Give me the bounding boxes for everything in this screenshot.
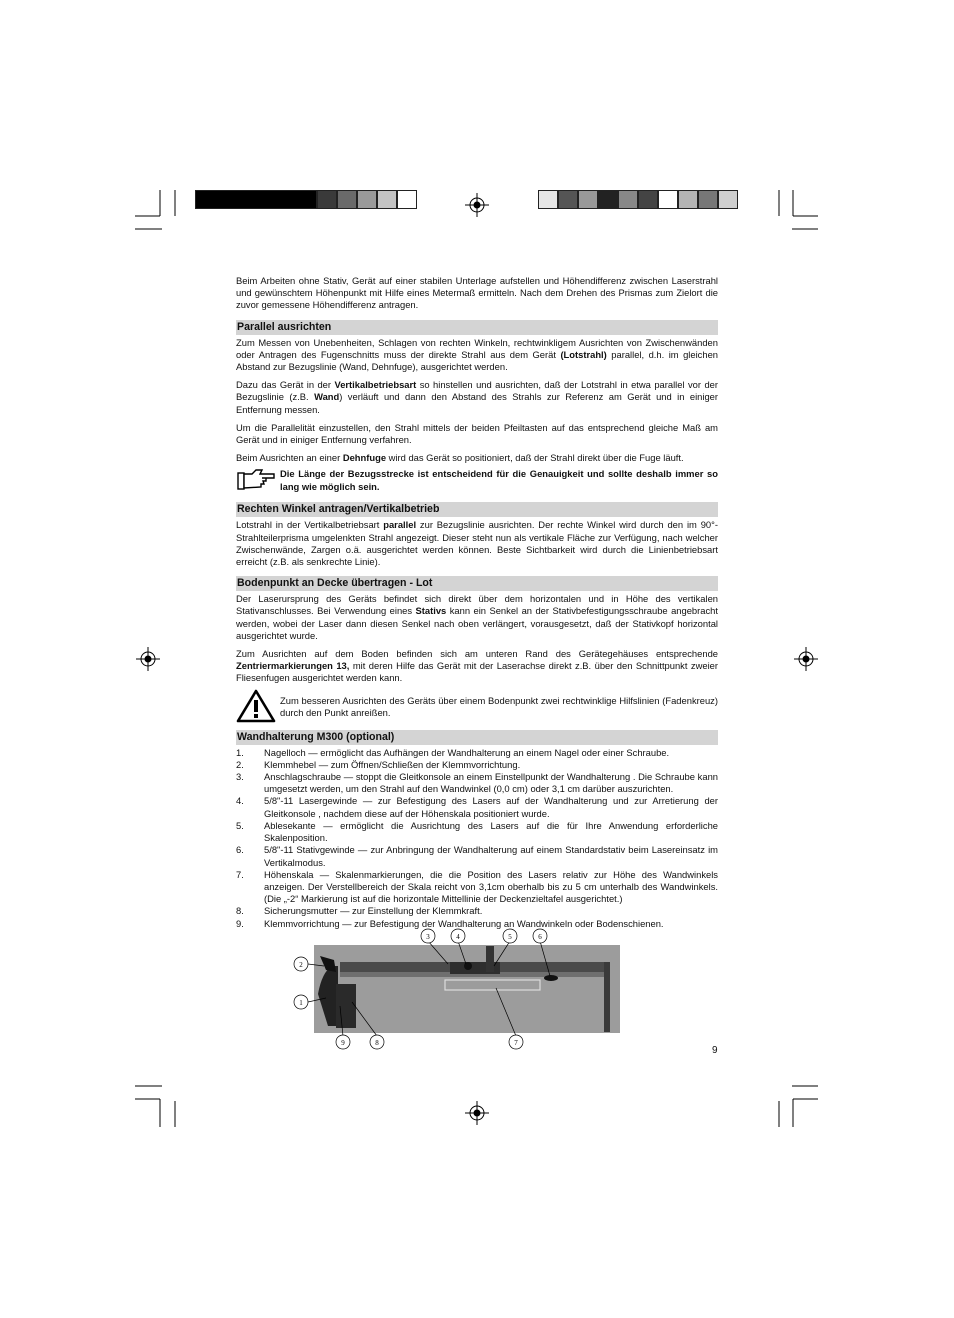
boden-paragraph-1: Der Laserursprung des Geräts befindet sich direkt über dem horizontalen und in Höhe des vertikalen Stativanschlusses. Bei Verwendung eines Stativs kann ein Senkel an der Stativbefestigungsschraube angebracht werden, wobei der Laser dann diesen Senkel nach oben verlängert, vorausgesetzt, daß der Stativkopf horizontal ausgerichtet wurde. [236, 593, 718, 641]
list-item: 2. Klemmhebel — zum Öffnen/Schließen der Klemmvorrichtung. [236, 758, 521, 770]
wall-mount-figure [290, 926, 630, 1051]
pointing-hand-icon [236, 468, 280, 494]
list-item: 8. Sicherungsmutter — zur Einstellung der Klemmkraft. [236, 905, 483, 917]
callout-3: 3 [426, 933, 430, 941]
intro-paragraph: Beim Arbeiten ohne Stativ, Gerät auf einer stabilen Unterlage aufstellen und Höhendifferenz zwischen Laserstrahl und gewünschtem Höhenpunkt mit Hilfe eines Metermaß ermitteln. Nach dem Drehen des Prismas zum Zielort die zuvor gemessene Höhendifferenz antragen. [236, 275, 718, 311]
list-item: 7. Höhenskala — Skalenmarkierungen, die die Position des Lasers relativ zur Höhe des Wandwinkels anzeigen. Der Verstellbereich der Skala reicht von 3,1cm oberhalb bis zu 5 cm unterhalb des Wandwinkels. (Die „-2“ Markierung ist auf die horizontale Mittellinie der Deckenzieltafel ausgerichtet.) [236, 868, 718, 905]
parallel-paragraph-3: Um die Parallelität einzustellen, den Strahl mittels der beiden Pfeiltasten auf das entsprechend gleiche Maß am Gerät und in einiger Entfernung verfahren. [236, 421, 718, 446]
registration-target-left [136, 647, 160, 671]
heading-parallel: Parallel ausrichten [236, 320, 718, 335]
callout-4: 4 [456, 933, 460, 941]
callout-5: 5 [508, 933, 512, 941]
callout-8: 8 [375, 1039, 379, 1047]
page-content [236, 275, 718, 930]
list-item: 5. Ablesekante — ermöglicht die Ausrichtung des Lasers auf die für Ihre Anwendung erforderliche Skalenposition. [236, 819, 718, 844]
tip-note [236, 468, 718, 494]
parallel-paragraph-4: Beim Ausrichten an einer Dehnfuge wird das Gerät so positioniert, daß der Strahl direkt über die Fuge läuft. [236, 452, 684, 464]
heading-boden: Bodenpunkt an Decke übertragen - Lot [236, 576, 718, 591]
callout-7: 7 [514, 1039, 518, 1047]
warning-note [236, 689, 718, 723]
warning-triangle-icon [236, 689, 280, 723]
registration-target-right [794, 647, 818, 671]
parallel-paragraph-1: Zum Messen von Unebenheiten, Schlagen von rechten Winkeln, rechtwinkligem Ausrichten von Zwischenwänden oder Antragen des Fugenschnitts muss der direkte Strahl aus dem Gerät (Lotstrahl) parallel, d.h. im gleichen Abstand zur Bezugslinie (Wand, Dehnfuge), ausgerichtet werden. [236, 336, 718, 373]
list-item: 4. 5/8"-11 Lasergewinde — zur Befestigung des Lasers auf der Wandhalterung und zur Arretierung der Gleitkonsole , nachdem diese auf der Höhenskala positioniert wurde. [236, 795, 718, 819]
list-item: 3. Anschlagschraube — stoppt die Gleitkonsole an einem Einstellpunkt der Wandhalterung . Die Schraube kann umgesetzt werden, um den Strahl auf den Wandwinkel (0,0 cm) oder 3,1 cm darüber auszurichten. [236, 771, 718, 795]
heading-winkel: Rechten Winkel antragen/Vertikalbetrieb [236, 502, 718, 517]
callout-6: 6 [538, 933, 542, 941]
list-item: 6. 5/8"-11 Stativgewinde — zur Anbringung der Wandhalterung auf einem Standardstativ beim Lasereinsatz im Vertikalmodus. [236, 844, 718, 868]
callout-9: 9 [341, 1039, 345, 1047]
page-number: 9 [712, 1045, 718, 1056]
wandhalterung-list [236, 747, 718, 930]
list-item: 9. Klemmvorrichtung — zur Befestigung der Wandhalterung an Wandwinkeln oder Bodenschienen. [236, 917, 664, 929]
heading-wandhalterung: Wandhalterung M300 (optional) [236, 730, 718, 745]
winkel-paragraph: Lotstrahl in der Vertikalbetriebsart parallel zur Bezugslinie ausrichten. Der rechte Winkel wird durch den im 90°-Strahlteilerprisma umgelenkten Strahl angezeigt. Dieser steht nun als vertikale Fläche zur Verfügung, nach welcher Zwischenwände, Zargen o.ä. ausgerichtet werden können. Beste Sichtbarkeit wird durch die Linienbetriebsart erreicht (z.B. als senkrechte Linie). [236, 519, 718, 568]
registration-target-top [465, 193, 489, 217]
tip-note-text: Die Länge der Bezugsstrecke ist entscheidend für die Genauigkeit und sollte deshalb immer so lang wie möglich sein. [280, 468, 718, 492]
parallel-paragraph-2: Dazu das Gerät in der Vertikalbetriebsart so hinstellen und ausrichten, daß der Lotstrahl in etwa parallel vor der Bezugslinie (z.B. Wand) verläuft und dann den Abstand des Strahls zur Referenz am Gerät und in einiger Entfernung messen. [236, 379, 718, 415]
warning-note-text: Zum besseren Ausrichten des Geräts über einem Bodenpunkt zwei rechtwinklige Hilfslinien (Fadenkreuz) durch den Punkt anreißen. [280, 694, 718, 718]
registration-target-bottom [465, 1101, 489, 1125]
callout-2: 2 [299, 961, 303, 969]
boden-paragraph-2: Zum Ausrichten auf dem Boden befinden sich am unteren Rand des Gerätegehäuses entsprechende Zentriermarkierungen 13, mit deren Hilfe das Gerät mit der Laserachse direkt z.B. über den Schnittpunkt zweier Fliesenfugen ausgerichtet werden kann. [236, 648, 719, 684]
figure-photo-background [314, 945, 620, 1033]
callout-1: 1 [299, 999, 303, 1007]
list-item: 1. Nagelloch — ermöglicht das Aufhängen der Wandhalterung an einem Nagel oder einer Schraube. [236, 746, 670, 758]
